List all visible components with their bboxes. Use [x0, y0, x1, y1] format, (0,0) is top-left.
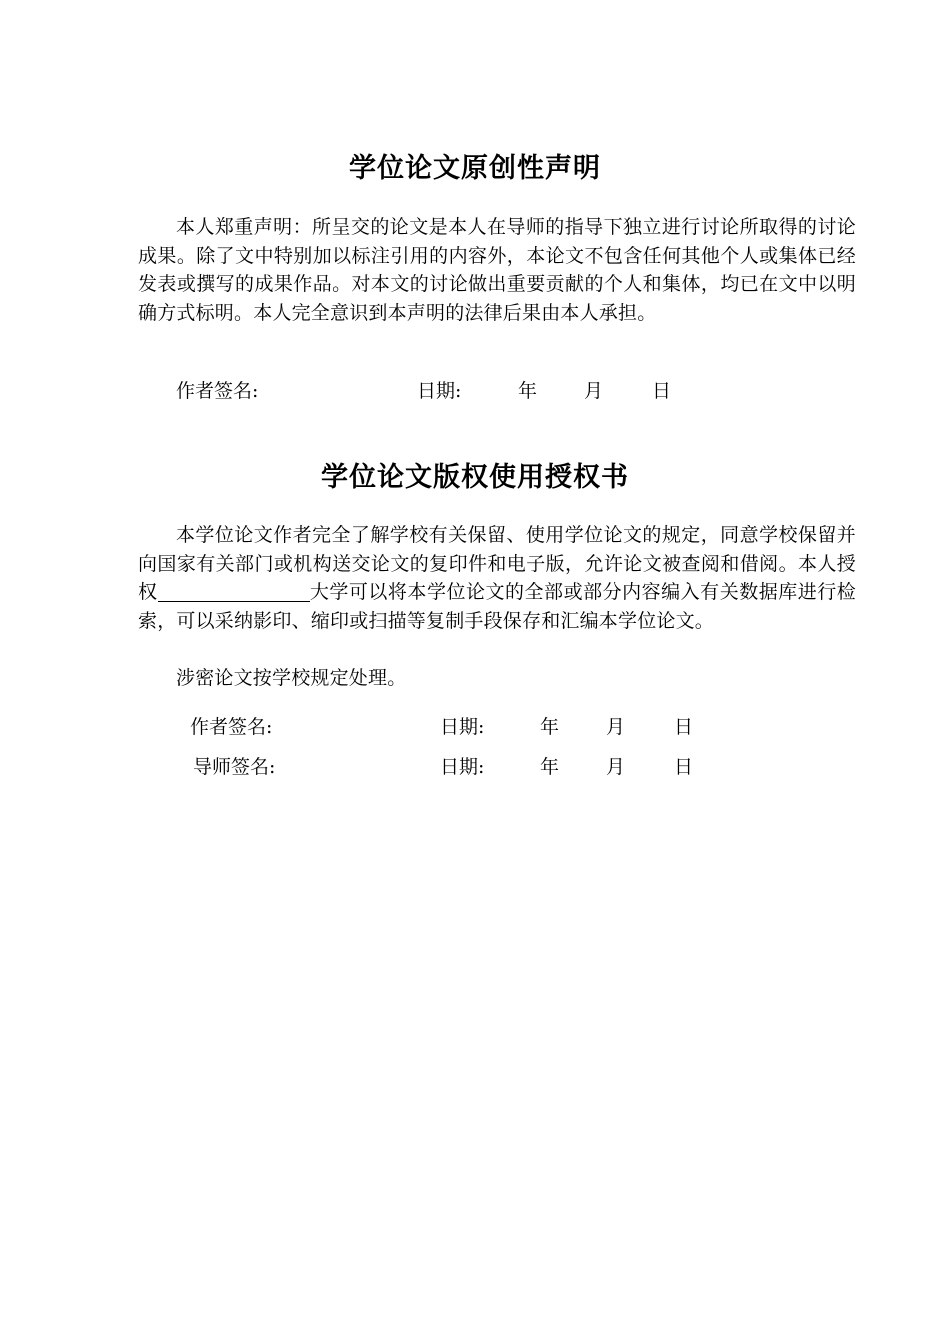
- classified-note: 涉密论文按学校规定处理。: [176, 667, 407, 689]
- declaration-title: 学位论文原创性声明: [349, 153, 601, 184]
- authorization-body: [138, 521, 856, 635]
- date-label: 日期:: [417, 380, 462, 402]
- year-label: 年: [540, 756, 560, 778]
- authorization-author-row: [0, 712, 950, 742]
- day-label: 日: [674, 756, 694, 778]
- year-label: 年: [540, 716, 560, 738]
- authorization-body-part2: 大学可以将本学位论文的全部或部分内容编入有关数据库进行检索，可以采纳影印、缩印或扫描等复制手段保存和汇编本学位论文。: [138, 581, 857, 632]
- declaration-body: 本人郑重声明：所呈交的论文是本人在导师的指导下独立进行讨论所取得的讨论成果。除了文中特别加以标注引用的内容外，本论文不包含任何其他个人或集体已经发表或撰写的成果作品。对本文的讨论做出重要贡献的个人和集体，均已在文中以明确方式标明。本人完全意识到本声明的法律后果由本人承担。: [138, 216, 856, 324]
- author-signature-label: 作者签名:: [190, 716, 273, 738]
- authorization-title: 学位论文版权使用授权书: [321, 462, 629, 493]
- advisor-signature-label: 导师签名:: [193, 756, 276, 778]
- month-label: 月: [584, 380, 604, 402]
- day-label: 日: [652, 380, 672, 402]
- day-label: 日: [674, 716, 694, 738]
- month-label: 月: [606, 756, 626, 778]
- declaration-signature-row: [0, 376, 950, 406]
- date-label: 日期:: [440, 756, 485, 778]
- date-label: 日期:: [440, 716, 485, 738]
- authorization-advisor-row: [0, 752, 950, 782]
- university-name-blank: [158, 581, 310, 602]
- authorization-body-part1: 本学位论文作者完全了解学校有关保留、使用学位论文的规定，同意学校保留并向国家有关部门或机构送交论文的复印件和电子版，允许论文被查阅和借阅。本人授权: [138, 524, 856, 604]
- month-label: 月: [606, 716, 626, 738]
- author-signature-label: 作者签名:: [176, 380, 259, 402]
- year-label: 年: [518, 380, 538, 402]
